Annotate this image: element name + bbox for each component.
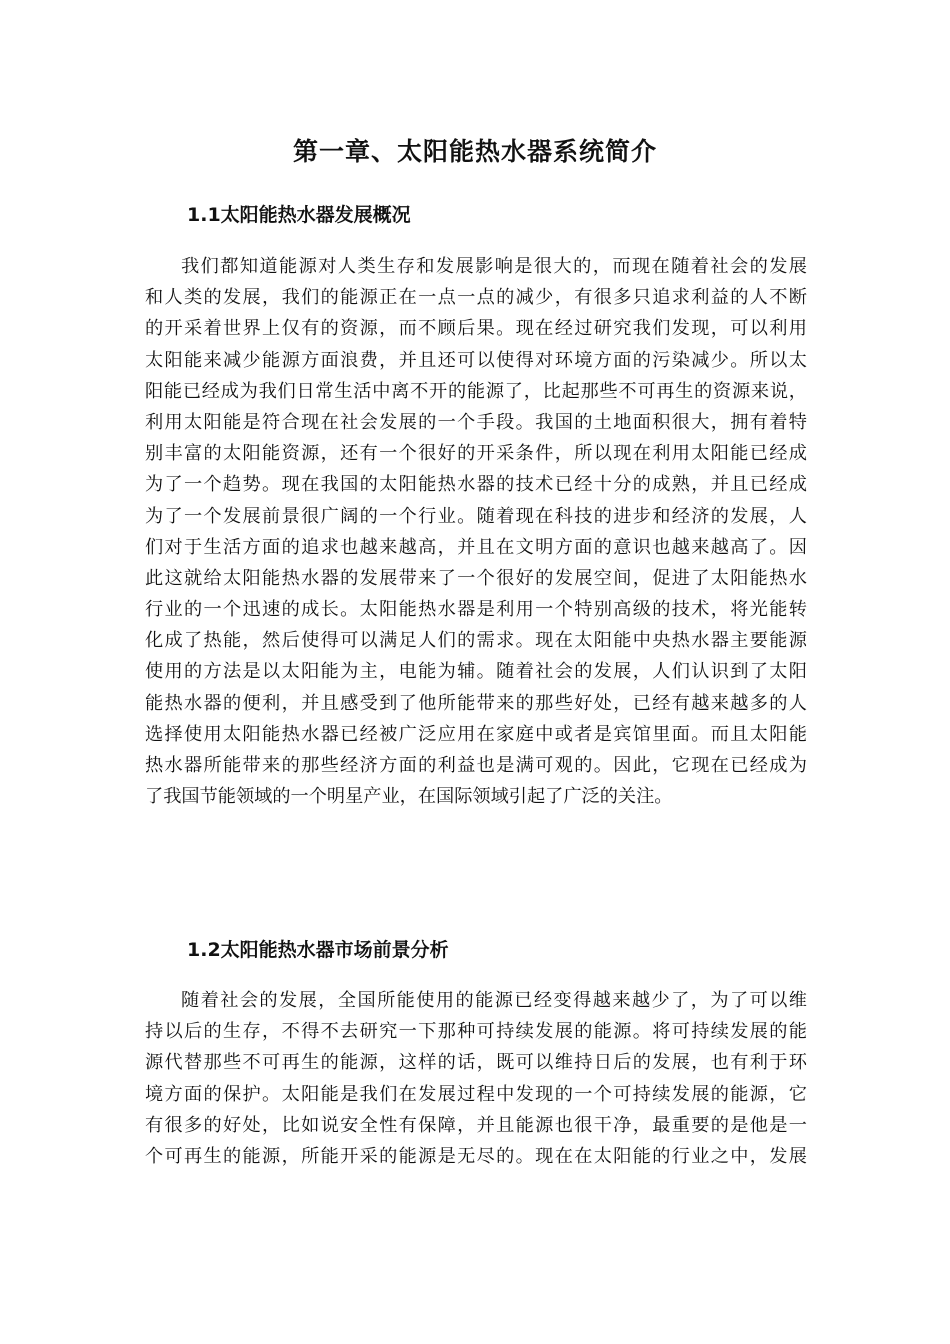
paragraph-line: 别丰富的太阳能资源，还有一个很好的开采条件，所以现在利用太阳能已经成: [145, 443, 807, 465]
paragraph-line: 了我国节能领域的一个明星产业，在国际领域引起了广泛的关注。: [145, 786, 673, 808]
paragraph-line: 随着社会的发展，全国所能使用的能源已经变得越来越少了，为了可以维: [181, 990, 807, 1011]
paragraph-line: 能热水器的便利，并且感受到了他所能带来的那些好处，已经有越来越多的人: [145, 692, 807, 714]
paragraph-line: 使用的方法是以太阳能为主，电能为辅。随着社会的发展，人们认识到了太阳: [145, 661, 807, 683]
paragraph-line: 持以后的生存，不得不去研究一下那种可持续发展的能源。将可持续发展的能: [145, 1021, 807, 1043]
paragraph-line: 个可再生的能源，所能开采的能源是无尽的。现在在太阳能的行业之中，发展: [145, 1145, 807, 1167]
paragraph-line: 我们都知道能源对人类生存和发展影响是很大的，而现在随着社会的发展: [181, 256, 807, 277]
paragraph-line: 境方面的保护。太阳能是我们在发展过程中发现的一个可持续发展的能源，它: [145, 1083, 807, 1105]
section-heading-1-2: 1.2太阳能热水器市场前景分析: [187, 939, 449, 961]
paragraph-line: 的开采着世界上仅有的资源，而不顾后果。现在经过研究我们发现，可以利用: [145, 318, 807, 340]
paragraph-line: 有很多的好处，比如说安全性有保障，并且能源也很干净，最重要的是他是一: [145, 1114, 807, 1136]
paragraph-line: 太阳能来减少能源方面浪费，并且还可以使得对环境方面的污染减少。所以太: [145, 349, 807, 371]
section-1-2-paragraph: [145, 985, 807, 1172]
paragraph-line: 和人类的发展，我们的能源正在一点一点的减少，有很多只追求利益的人不断: [145, 287, 807, 309]
paragraph-line: 热水器所能带来的那些经济方面的利益也是满可观的。因此，它现在已经成为: [145, 755, 807, 776]
paragraph-line: 此这就给太阳能热水器的发展带来了一个很好的发展空间，促进了太阳能热水: [145, 567, 807, 589]
paragraph-line: 们对于生活方面的追求也越来越高，并且在文明方面的意识也越来越高了。因: [145, 536, 807, 558]
chapter-title: 第一章、太阳能热水器系统简介: [292, 137, 657, 166]
paragraph-line: 为了一个发展前景很广阔的一个行业。随着现在科技的进步和经济的发展，人: [145, 505, 807, 527]
paragraph-line: 源代替那些不可再生的能源，这样的话，既可以维持日后的发展，也有利于环: [145, 1052, 807, 1074]
section-heading-1-1: 1.1太阳能热水器发展概况: [187, 204, 411, 226]
paragraph-line: 化成了热能，然后使得可以满足人们的需求。现在太阳能中央热水器主要能源: [145, 630, 807, 652]
paragraph-line: 为了一个趋势。现在我国的太阳能热水器的技术已经十分的成熟，并且已经成: [145, 474, 807, 496]
section-1-1-paragraph: [145, 251, 807, 812]
paragraph-line: 利用太阳能是符合现在社会发展的一个手段。我国的土地面积很大，拥有着特: [145, 411, 807, 433]
paragraph-line: 阳能已经成为我们日常生活中离不开的能源了，比起那些不可再生的资源来说，: [145, 380, 807, 402]
paragraph-line: 行业的一个迅速的成长。太阳能热水器是利用一个特别高级的技术，将光能转: [145, 599, 807, 621]
paragraph-line: 选择使用太阳能热水器已经被广泛应用在家庭中或者是宾馆里面。而且太阳能: [145, 723, 807, 745]
